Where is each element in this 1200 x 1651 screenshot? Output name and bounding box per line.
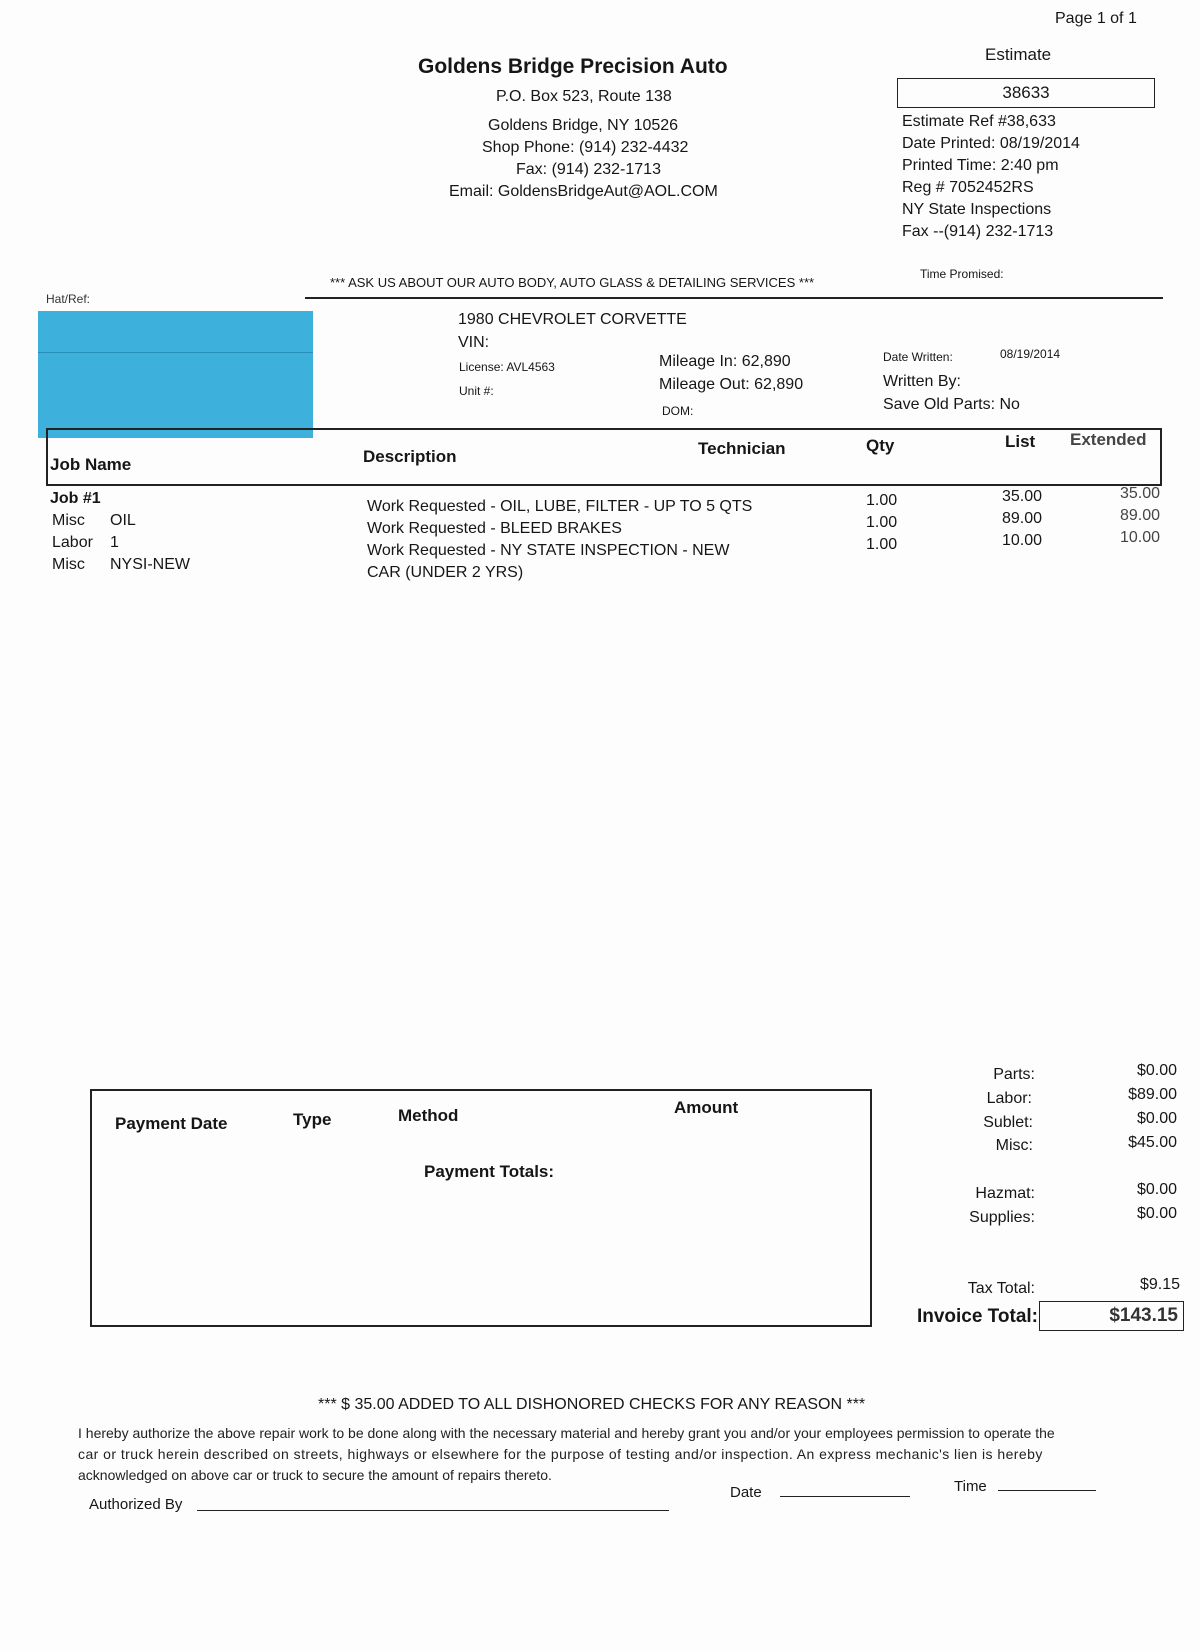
time-promised-label: Time Promised: bbox=[920, 267, 1004, 281]
dom-label: DOM: bbox=[662, 404, 694, 418]
desc-line: Work Requested - OIL, LUBE, FILTER - UP TO 5 QTS bbox=[367, 498, 753, 515]
authorization-text bbox=[78, 1423, 1055, 1486]
col-qty: Qty bbox=[866, 436, 895, 455]
license-plate: License: AVL4563 bbox=[459, 360, 555, 374]
document-type: Estimate bbox=[985, 45, 1052, 64]
job-line-code: 1 bbox=[110, 534, 119, 551]
total-sublet-label: Sublet: bbox=[983, 1114, 1033, 1131]
qty-cell: 1.00 bbox=[866, 492, 898, 509]
authorized-by-line[interactable] bbox=[197, 1510, 669, 1511]
estimate-number-box bbox=[897, 78, 1155, 108]
ny-state-inspections: NY State Inspections bbox=[902, 201, 1052, 218]
total-sublet-value: $0.00 bbox=[1136, 1110, 1177, 1127]
authorization-line: acknowledged on above car or truck to secure the amount of repairs thereto. bbox=[78, 1467, 552, 1483]
shop-phone: Shop Phone: (914) 232-4432 bbox=[482, 139, 689, 156]
shop-fax: Fax: (914) 232-1713 bbox=[516, 161, 661, 178]
date-line[interactable] bbox=[780, 1496, 910, 1497]
time-line[interactable] bbox=[998, 1490, 1096, 1491]
total-hazmat-label: Hazmat: bbox=[975, 1185, 1035, 1202]
redaction-divider bbox=[38, 352, 313, 353]
extended-cell: 89.00 bbox=[1119, 507, 1160, 524]
total-supplies-value: $0.00 bbox=[1136, 1205, 1177, 1222]
unit-number: Unit #: bbox=[459, 384, 494, 398]
col-description: Description bbox=[363, 447, 457, 466]
total-hazmat-value: $0.00 bbox=[1136, 1181, 1177, 1198]
desc-line: Work Requested - BLEED BRAKES bbox=[367, 520, 622, 537]
written-by: Written By: bbox=[883, 373, 961, 390]
list-cell: 10.00 bbox=[1001, 532, 1042, 549]
date-written: 08/19/2014 bbox=[1000, 347, 1061, 361]
mileage-in: Mileage In: 62,890 bbox=[659, 353, 791, 370]
invoice-total-label: Invoice Total: bbox=[916, 1306, 1038, 1327]
promo-text: *** ASK US ABOUT OUR AUTO BODY, AUTO GLASS & DETAILING SERVICES *** bbox=[330, 275, 815, 290]
total-misc-value: $45.00 bbox=[1128, 1134, 1177, 1151]
estimate-ref: Estimate Ref #38,633 bbox=[902, 113, 1056, 130]
list-cell: 89.00 bbox=[1001, 510, 1042, 527]
shop-address1: P.O. Box 523, Route 138 bbox=[496, 88, 672, 105]
total-labor-label: Labor: bbox=[986, 1090, 1032, 1107]
total-labor-value: $89.00 bbox=[1128, 1086, 1177, 1103]
job-line-2 bbox=[52, 534, 119, 552]
tax-total-value: $9.15 bbox=[1139, 1276, 1180, 1293]
desc-line: CAR (UNDER 2 YRS) bbox=[367, 564, 524, 581]
page-number: Page 1 of 1 bbox=[1055, 10, 1137, 27]
extended-values bbox=[1090, 483, 1160, 549]
shop-email: Email: GoldensBridgeAut@AOL.COM bbox=[449, 183, 718, 200]
date-printed: Date Printed: 08/19/2014 bbox=[902, 135, 1080, 152]
job-title: Job #1 bbox=[50, 490, 101, 507]
date-label: Date bbox=[730, 1484, 762, 1501]
job-line-type: Misc bbox=[52, 556, 85, 573]
authorized-by-label: Authorized By bbox=[89, 1496, 183, 1513]
desc-line: Work Requested - NY STATE INSPECTION - NEW bbox=[367, 542, 730, 559]
job-line-type: Misc bbox=[52, 512, 85, 529]
job-line-1 bbox=[52, 512, 136, 530]
total-parts-value: $0.00 bbox=[1136, 1062, 1177, 1079]
list-values bbox=[980, 486, 1042, 552]
vin-label: VIN: bbox=[458, 334, 490, 351]
invoice-total-box bbox=[1039, 1301, 1184, 1331]
col-technician: Technician bbox=[698, 439, 786, 458]
qty-cell: 1.00 bbox=[866, 536, 898, 553]
job-line-code: NYSI-NEW bbox=[110, 556, 190, 573]
col-job-name: Job Name bbox=[50, 455, 132, 474]
job-descriptions bbox=[367, 496, 752, 584]
total-supplies-label: Supplies: bbox=[969, 1209, 1035, 1226]
extended-cell: 10.00 bbox=[1119, 529, 1160, 546]
shop-address2: Goldens Bridge, NY 10526 bbox=[488, 117, 679, 134]
list-cell: 35.00 bbox=[1001, 488, 1042, 505]
date-written-label: Date Written: bbox=[883, 350, 953, 364]
vehicle-name: 1980 CHEVROLET CORVETTE bbox=[458, 311, 687, 328]
authorization-line: car or truck herein described on streets, highways or elsewhere for the purpose of testing and/or inspection. An express mechanic's lien is hereby bbox=[78, 1446, 1043, 1462]
header-divider bbox=[305, 297, 1163, 299]
extended-cell: 35.00 bbox=[1119, 485, 1160, 502]
payment-totals-label: Payment Totals: bbox=[424, 1162, 555, 1181]
payment-method-header: Method bbox=[398, 1106, 459, 1125]
invoice-total-value: $143.15 bbox=[1109, 1305, 1178, 1326]
qty-values bbox=[866, 490, 897, 556]
job-line-3 bbox=[52, 556, 190, 574]
hat-ref-label: Hat/Ref: bbox=[46, 292, 91, 306]
estimate-fax: Fax --(914) 232-1713 bbox=[902, 223, 1054, 240]
payment-type-header: Type bbox=[293, 1110, 332, 1129]
payment-amount-header: Amount bbox=[674, 1098, 739, 1117]
job-line-code: OIL bbox=[110, 512, 136, 529]
col-list: List bbox=[1005, 432, 1036, 451]
total-parts-label: Parts: bbox=[993, 1066, 1035, 1083]
authorization-line: I hereby authorize the above repair work to be done along with the necessary material and hereby grant you and/or your employees permission to operate the bbox=[78, 1425, 1055, 1441]
table-header bbox=[46, 428, 1162, 486]
tax-total-label: Tax Total: bbox=[967, 1280, 1035, 1297]
time-label: Time bbox=[954, 1478, 987, 1495]
dishonored-checks-notice: *** $ 35.00 ADDED TO ALL DISHONORED CHECKS FOR ANY REASON *** bbox=[318, 1396, 866, 1413]
job-line-type: Labor bbox=[52, 534, 93, 551]
qty-cell: 1.00 bbox=[866, 514, 898, 531]
total-misc-label: Misc: bbox=[995, 1137, 1033, 1154]
shop-name: Goldens Bridge Precision Auto bbox=[418, 55, 728, 78]
printed-time: Printed Time: 2:40 pm bbox=[902, 157, 1059, 174]
estimate-number: 38633 bbox=[1002, 83, 1050, 102]
redacted-customer-info bbox=[38, 311, 313, 438]
mileage-out: Mileage Out: 62,890 bbox=[659, 376, 804, 393]
save-old-parts: Save Old Parts: No bbox=[883, 396, 1020, 413]
estimate-info bbox=[902, 111, 1080, 243]
payment-date-header: Payment Date bbox=[115, 1114, 228, 1133]
col-extended: Extended bbox=[1070, 430, 1147, 449]
registration-number: Reg # 7052452RS bbox=[902, 179, 1034, 196]
